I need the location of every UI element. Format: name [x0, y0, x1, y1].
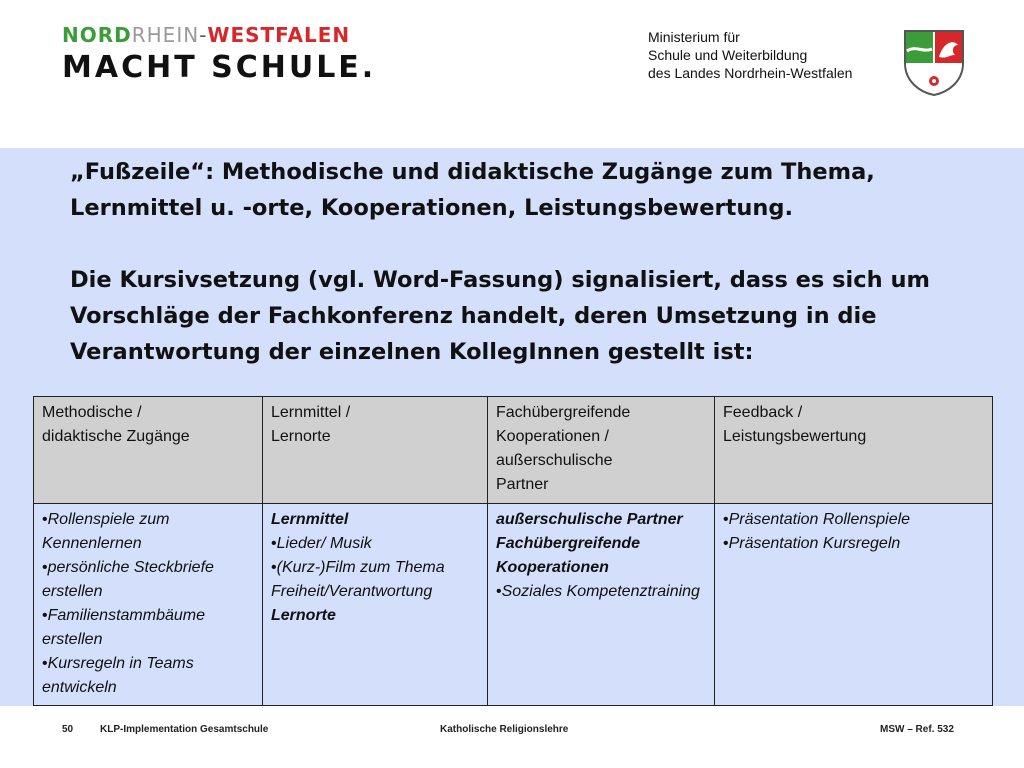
header-text: Kooperationen / — [496, 428, 609, 445]
logo-dash: - — [199, 23, 208, 47]
logo-line-1 — [62, 22, 376, 48]
logo-westfalen: WESTFALEN — [207, 23, 351, 47]
header-text: Feedback / — [723, 404, 803, 421]
slide-header — [0, 0, 1024, 148]
logo-line-2: MACHT SCHULE. — [62, 50, 377, 85]
list-item: • Kursregeln in Teams entwickeln — [42, 652, 256, 700]
header-text: außerschulische — [496, 452, 613, 469]
list-item: • Präsentation Rollenspiele — [723, 508, 986, 532]
list-item: • persönliche Steckbriefe erstellen — [42, 556, 256, 604]
header-text: didaktische Zugänge — [42, 428, 190, 445]
header-text: Partner — [496, 476, 549, 493]
slide-footer — [0, 718, 1024, 744]
paragraph-footer-explanation: „Fußzeile“: Methodische und didaktische Zugänge zum Thema, Lernmittel u. -orte, Kooperationen, Leistungsbewertung. — [70, 159, 875, 221]
methods-table — [33, 396, 993, 706]
cell-materials — [263, 504, 488, 706]
paragraph-italic-explanation: Die Kursivsetzung (vgl. Word-Fassung) signalisiert, dass es sich um Vorschläge der Fachkonferenz handelt, deren Umsetzung in die Verantwortung der einzelnen KollegInnen gestellt ist: — [70, 267, 930, 365]
subheading-lernmittel: Lernmittel — [271, 511, 349, 528]
subheading-lernorte: Lernorte — [271, 607, 336, 624]
table-row — [34, 504, 993, 706]
header-text: Methodische / — [42, 404, 142, 421]
list-item: • (Kurz-)Film zum Thema — [271, 556, 481, 580]
footer-left-text: KLP-Implementation Gesamtschule — [100, 724, 269, 735]
subheading-partners: außerschulische Partner — [496, 511, 683, 528]
page-number: 50 — [62, 724, 74, 735]
list-item: • Familienstammbäume erstellen — [42, 604, 256, 652]
subheading-cooperations: Fachübergreifende Kooperationen — [496, 535, 641, 576]
footer-center-text: Katholische Religionslehre — [440, 724, 569, 735]
logo-nord: NORD — [62, 23, 132, 47]
list-item: • Rollenspiele zum Kennenlernen — [42, 508, 256, 556]
list-item: • Präsentation Kursregeln — [723, 532, 986, 556]
header-text: Lernmittel / — [271, 404, 351, 421]
cell-methods — [34, 504, 263, 706]
list-item: • Soziales Kompetenztraining — [496, 580, 708, 604]
slide-content — [0, 148, 1024, 706]
nrw-macht-schule-logo — [62, 22, 376, 86]
ministry-line-1: Ministerium für — [648, 29, 740, 45]
logo-rhein: RHEIN — [131, 23, 200, 47]
header-feedback — [715, 397, 993, 504]
intro-text — [70, 154, 990, 370]
list-item: • Lieder/ Musik — [271, 532, 481, 556]
nrw-coat-of-arms-icon — [903, 29, 965, 97]
header-text: Leistungsbewertung — [723, 428, 867, 445]
cell-cooperations — [488, 504, 715, 706]
list-item: Freiheit/Verantwortung — [271, 583, 433, 600]
header-cooperations — [488, 397, 715, 504]
cell-feedback — [715, 504, 993, 706]
header-materials — [263, 397, 488, 504]
header-text: Lernorte — [271, 428, 331, 445]
footer-right-text: MSW – Ref. 532 — [880, 724, 954, 735]
header-text: Fachübergreifende — [496, 404, 631, 421]
header-methods — [34, 397, 263, 504]
table-header-row — [34, 397, 993, 504]
ministry-name — [648, 28, 852, 82]
ministry-line-3: des Landes Nordrhein-Westfalen — [648, 65, 853, 81]
ministry-line-2: Schule und Weiterbildung — [648, 47, 808, 63]
